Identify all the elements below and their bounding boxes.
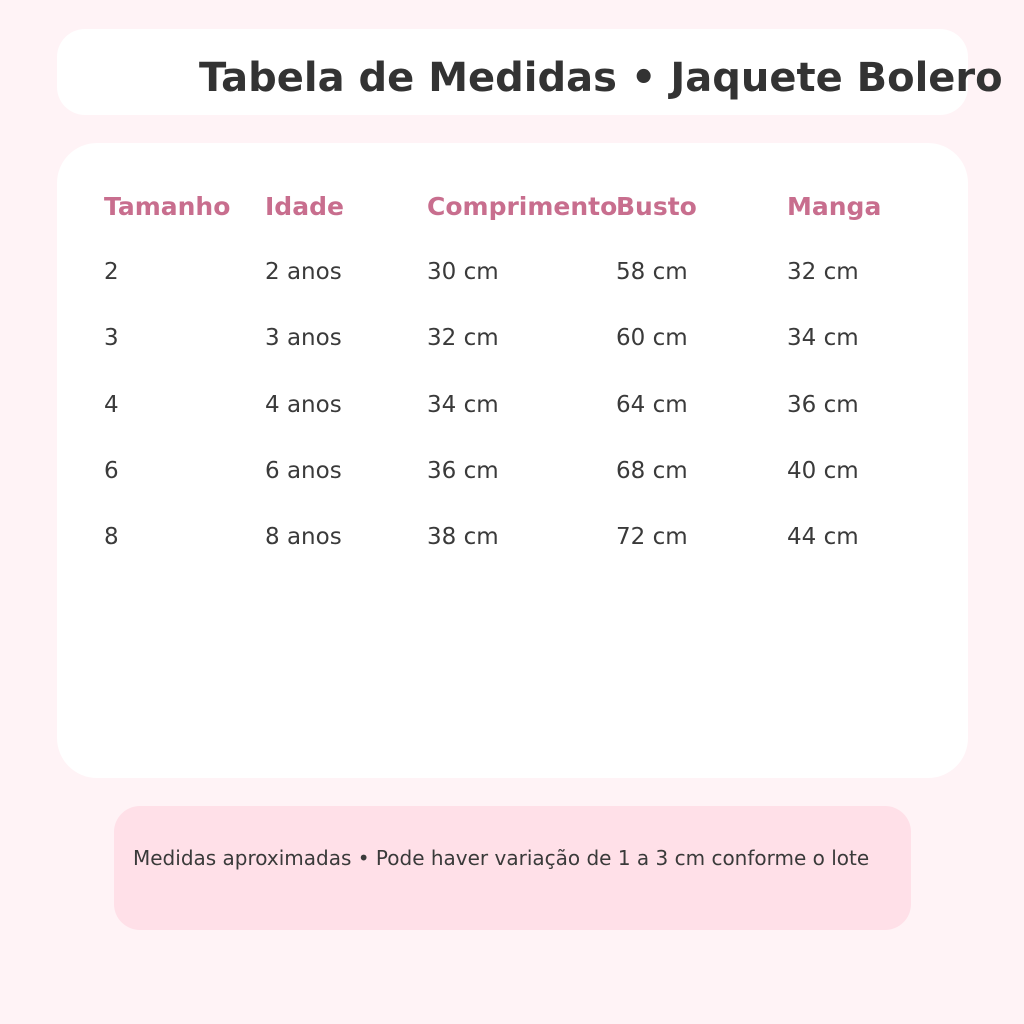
table-cell: 64 cm [616, 392, 688, 418]
table-cell: 36 cm [427, 458, 499, 484]
page-title: Tabela de Medidas • Jaquete Bolero [199, 55, 1003, 101]
table-cell: 3 anos [265, 325, 342, 351]
table-cell: 2 [104, 259, 119, 285]
table-cell: 32 cm [427, 325, 499, 351]
table-cell: 4 [104, 392, 119, 418]
table-cell: 30 cm [427, 259, 499, 285]
table-cell: 6 anos [265, 458, 342, 484]
table-cell: 44 cm [787, 524, 859, 550]
header-cell-tamanho: Tamanho [104, 192, 231, 221]
table-cell: 2 anos [265, 259, 342, 285]
table-cell: 34 cm [427, 392, 499, 418]
table-cell: 68 cm [616, 458, 688, 484]
header-cell-busto: Busto [616, 192, 697, 221]
header-cell-manga: Manga [787, 192, 882, 221]
table-cell: 40 cm [787, 458, 859, 484]
table-cell: 60 cm [616, 325, 688, 351]
table-cell: 32 cm [787, 259, 859, 285]
table-cell: 8 anos [265, 524, 342, 550]
title-card [57, 29, 1003, 115]
table-cell: 8 [104, 524, 119, 550]
table-cell: 36 cm [787, 392, 859, 418]
table-cell: 3 [104, 325, 119, 351]
table-cell: 6 [104, 458, 119, 484]
table-cell: 4 anos [265, 392, 342, 418]
table-cell: 34 cm [787, 325, 859, 351]
table-cell: 38 cm [427, 524, 499, 550]
table-cell: 72 cm [616, 524, 688, 550]
header-cell-idade: Idade [265, 192, 344, 221]
table-cell: 58 cm [616, 259, 688, 285]
note-box [114, 806, 911, 930]
size-table [57, 143, 968, 778]
note-text: Medidas aproximadas • Pode haver variação de 1 a 3 cm conforme o lote [133, 846, 870, 870]
header-cell-comprimento: Comprimento [427, 192, 618, 221]
